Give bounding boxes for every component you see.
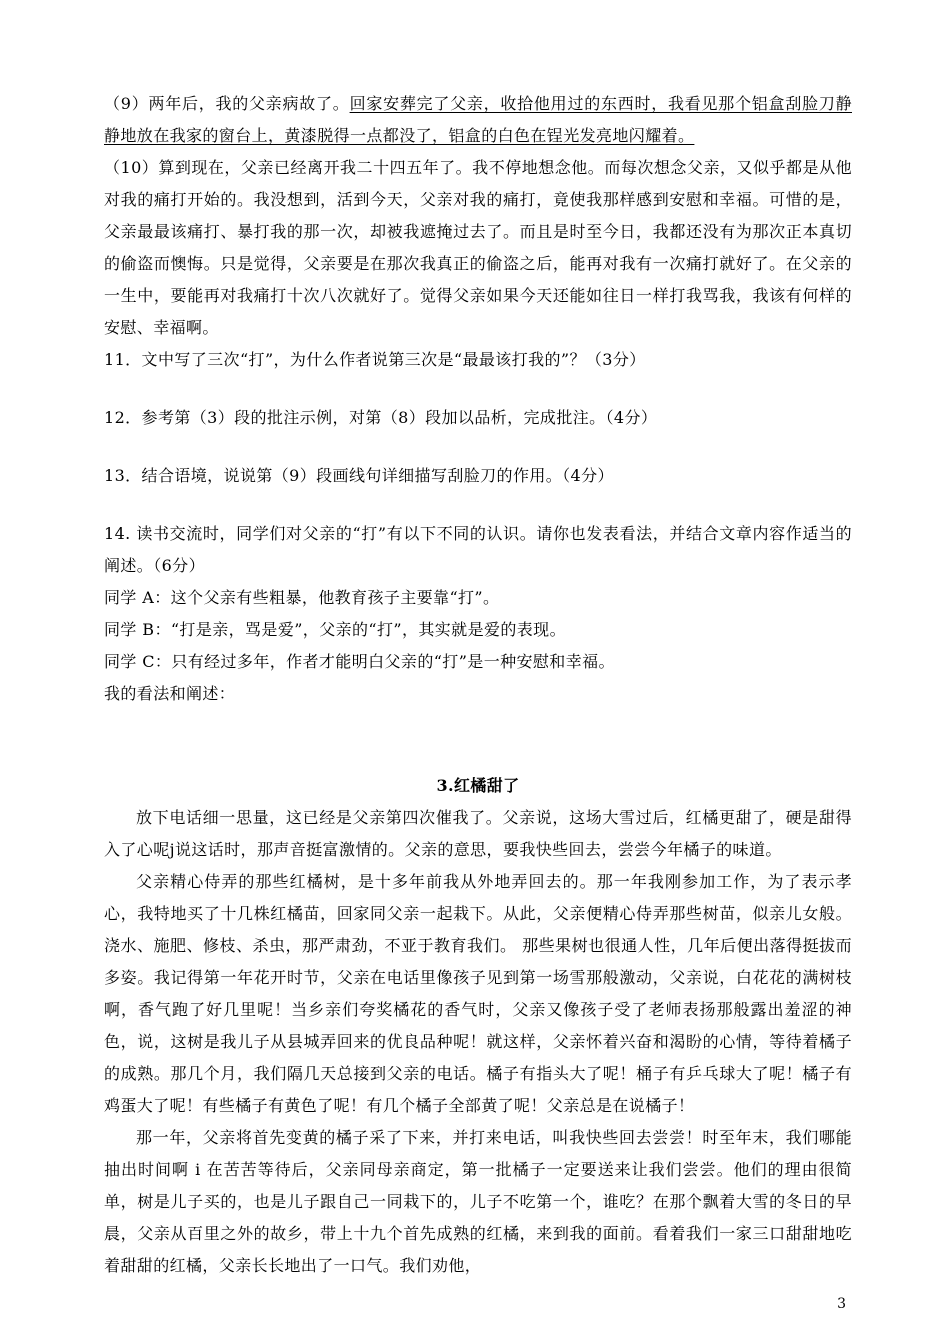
section-title: 3.红橘甜了 — [436, 776, 520, 795]
question-14: 14. 读书交流时，同学们对父亲的“打”有以下不同的认识。请你也发表看法，并结合文章内容作适当的阐述。（6分） — [104, 524, 852, 575]
student-c-view: 同学 C：只有经过多年，作者才能明白父亲的“打”是一种安慰和幸福。 — [104, 652, 615, 671]
answer-space — [104, 376, 852, 402]
page-number: 3 — [837, 1296, 846, 1312]
section-3-paragraph: 父亲精心侍弄的那些红橘树，是十多年前我从外地弄回去的。那一年我刚参加工作，为了表示孝心，我特地买了十几株红橘苗，回家同父亲一起栽下。从此，父亲便精心侍弄那些树苗，似亲儿女般。浇水、施肥、修枝、杀虫，那严肃劲，不亚于教育我们。 那些果树也很通人性，几年后便出落得挺拔而多姿。我记得第一年花开时节，父亲在电话里像孩子见到第一场雪那般激动，父亲说，白花花的满树枝啊，香气跑了好几里呢！当乡亲们夸奖橘花的香气时，父亲又像孩子受了老师表扬那般露出羞涩的神色，说，这树是我儿子从县城弄回来的优良品种呢！就这样，父亲怀着兴奋和渴盼的心情，等待着橘子的成熟。那几个月，我们隔几天总接到父亲的电话。橘子有指头大了呢！桶子有乒乓球大了呢！橘子有鸡蛋大了呢！有些橘子有黄色了呢！有几个橘子全部黄了呢！父亲总是在说橘子！ — [104, 872, 852, 1115]
student-a-view: 同学 A：这个父亲有些粗暴，他教育孩子主要靠“打”。 — [104, 588, 500, 607]
question-13: 13．结合语境，说说第（9）段画线句详细描写刮脸刀的作用。（4分） — [104, 466, 614, 485]
student-b-view: 同学 B：“打是亲，骂是爱”，父亲的“打”，其实就是爱的表现。 — [104, 620, 566, 639]
paragraph-9 — [104, 88, 852, 152]
answer-space — [104, 434, 852, 460]
question-12: 12．参考第（3）段的批注示例，对第（8）段加以品析，完成批注。（4分） — [104, 408, 658, 427]
answer-space — [104, 492, 852, 518]
question-11: 11．文中写了三次“打”，为什么作者说第三次是“最最该打我的”？（3分） — [104, 350, 646, 369]
answer-space — [104, 710, 852, 770]
section-3-paragraph: 那一年，父亲将首先变黄的橘子采了下来，并打来电话，叫我快些回去尝尝！时至年末，我们哪能抽出时间啊 i 在苦苦等待后，父亲同母亲商定，第一批橘子一定要送来让我们尝尝。他们的理由很简单，树是儿子买的，也是儿子跟自己一同栽下的，儿子不吃第一个，谁吃？在那个飘着大雪的冬日的早晨，父亲从百里之外的故乡，带上十九个首先成熟的红橘，来到我的面前。看着我们一家三口甜甜地吃着甜甜的红橘，父亲长长地出了一口气。我们劝他， — [104, 1128, 852, 1275]
paragraph-10: （10）算到现在，父亲已经离开我二十四五年了。我不停地想念他。而每次想念父亲，又似乎都是从他对我的痛打开始的。我没想到，活到今天，父亲对我的痛打，竟使我那样感到安慰和幸福。可惜的是，父亲最最该痛打、暴打我的那一次，却被我遮掩过去了。而且是时至今日，我都还没有为那次正本真切的偷盗而懊悔。只是觉得，父亲要是在那次我真正的偷盗之后，能再对我有一次痛打就好了。在父亲的一生中，要能再对我痛打十次八次就好了。觉得父亲如果今天还能如往日一样打我骂我，我该有何样的安慰、幸福啊。 — [104, 158, 852, 337]
page-content — [104, 88, 852, 1282]
section-3-paragraph: 放下电话细一思量，这已经是父亲第四次催我了。父亲说，这场大雪过后，红橘更甜了，硬是甜得入了心呢j说这话时，那声音挺富激情的。父亲的意思，要我快些回去，尝尝今年橘子的味道。 — [104, 808, 852, 859]
my-view-prompt: 我的看法和阐述： — [104, 684, 236, 703]
paragraph-9-lead: （9）两年后，我的父亲病故了。 — [104, 94, 350, 113]
paragraph-9-underlined-sentence: 回家安葬完了父亲，收拾他用过的东西时，我看见那个铝盒刮脸刀静静地放在我家的窗台上，黄漆脱得一点都没了，铝盒的白色在锃光发亮地闪耀着。 — [104, 94, 852, 145]
